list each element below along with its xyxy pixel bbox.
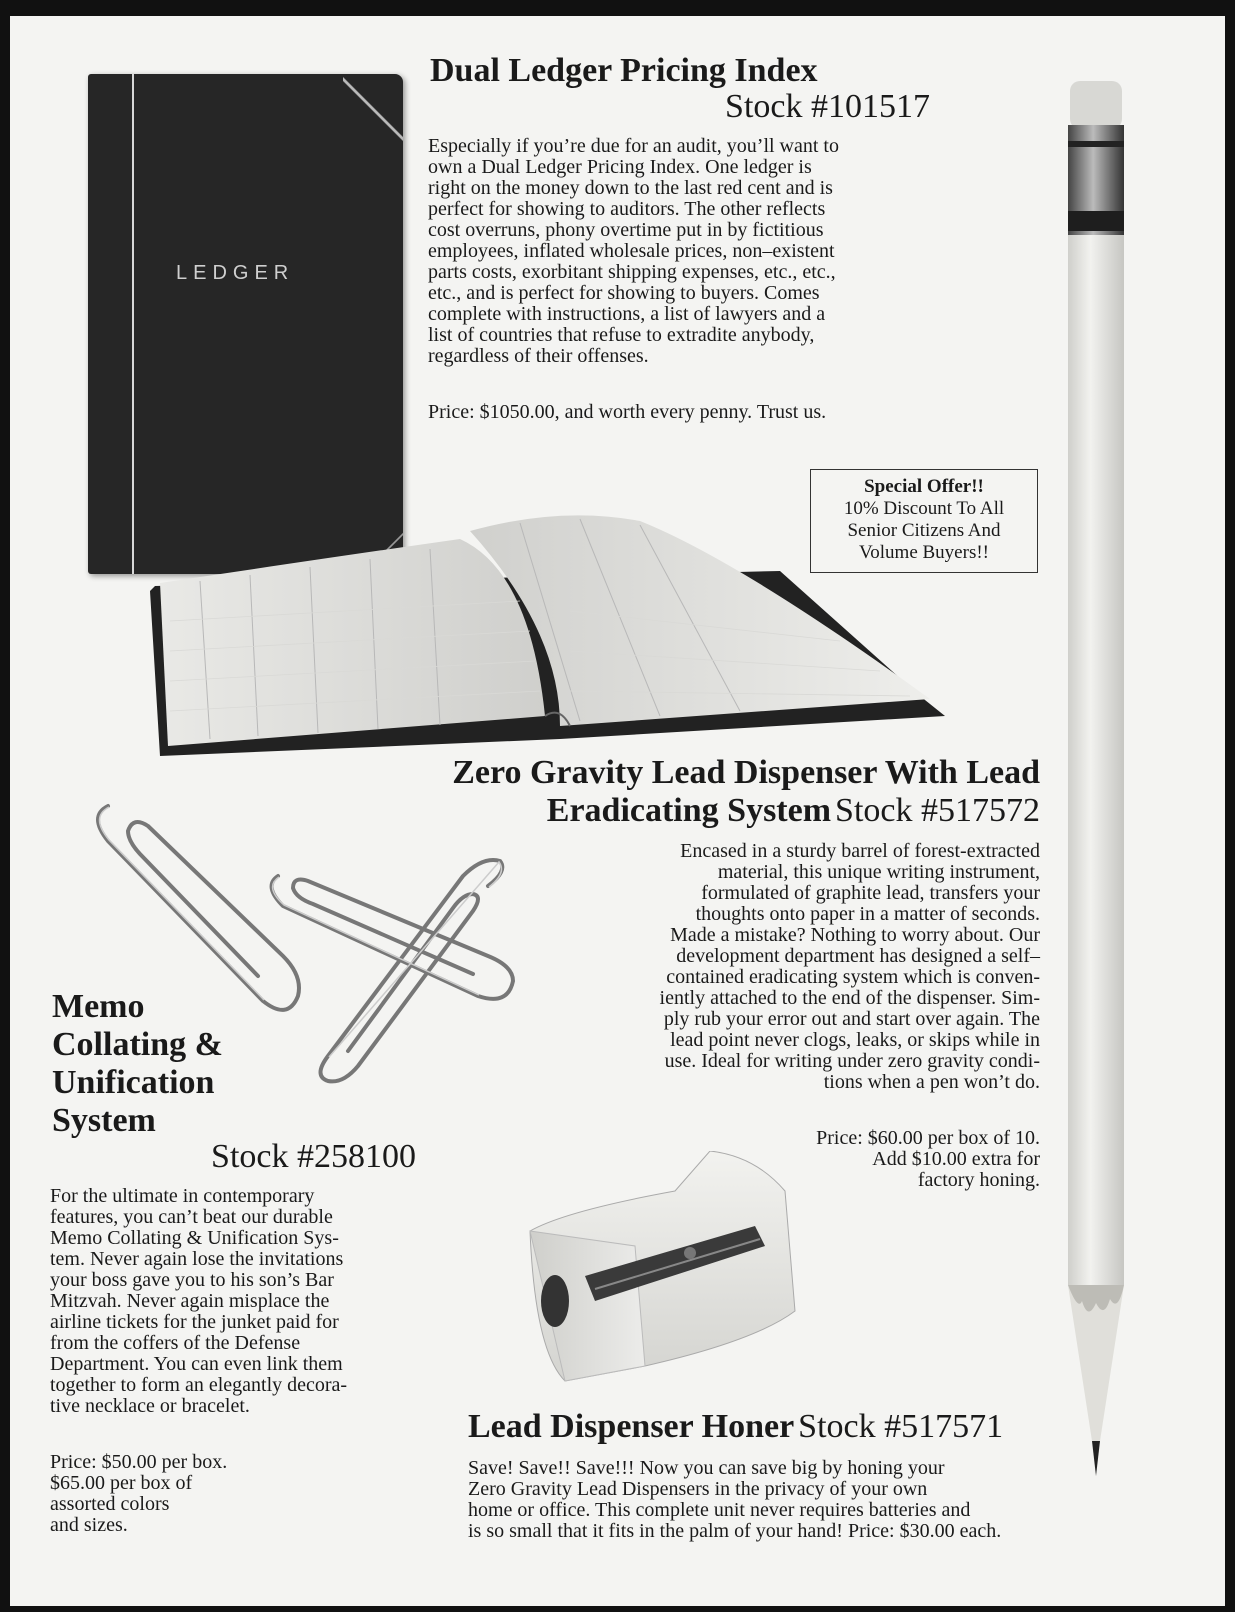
memo-title: Memo Collating & Unification System	[52, 988, 223, 1139]
dispenser-price: Price: $60.00 per box of 10. Add $10.00 extra for factory honing.	[816, 1127, 1040, 1191]
dispenser-description: Encased in a sturdy barrel of forest-extracted material, this unique writing instrument, formulated of graphite lead, transfers your thoughts onto paper in a matter of seconds. Made a mistake? Nothing to worry about. Our development department has designed a self– contained eradicating system which is conven- iently attached to the end of the dispenser. Sim- ply rub your error out and start over again. The lead point never clogs, leaks, or skips while in use. Ideal for writing under zero gravity condi- tions when a pen won’t do.	[659, 840, 1040, 1093]
honer-title: Lead Dispenser Honer	[468, 1408, 795, 1445]
honer-description: Save! Save!! Save!!! Now you can save big by honing your Zero Gravity Lead Dispensers in the privacy of your own home or office. This complete unit never requires batteries and is so small that it fits in the palm of your hand! Price: $30.00 each.	[468, 1457, 1002, 1542]
pencil-image	[1058, 81, 1138, 1511]
dispenser-title-bold: Eradicating System	[546, 792, 832, 829]
special-offer-title: Special Offer!!	[864, 476, 984, 497]
memo-description: For the ultimate in contemporary features, you can’t beat our durable Memo Collating & Unification Sys- tem. Never again lose the invitations your boss gave you to his son’s Bar Mitzvah. Never again misplace the airline tickets for the junket paid for from the coffers of the Defense Department. You can even link them together to form an elegantly decora- tive necklace or bracelet.	[50, 1185, 348, 1417]
ledger-title: Dual Ledger Pricing Index	[430, 52, 818, 89]
dispenser-title-line1: Zero Gravity Lead Dispenser With Lead	[452, 754, 1040, 791]
ledger-cover-label: LEDGER	[176, 262, 295, 284]
special-offer-line: Senior Citizens And	[847, 520, 1001, 541]
special-offer-line: Volume Buyers!!	[859, 542, 989, 563]
special-offer-line: 10% Discount To All	[843, 498, 1005, 519]
ledger-stock: Stock #101517	[725, 88, 930, 125]
sharpener-image	[525, 1151, 800, 1401]
honer-stock: Stock #517571	[798, 1408, 1004, 1445]
ledger-price: Price: $1050.00, and worth every penny. Trust us.	[428, 401, 827, 423]
closed-ledger-image	[88, 74, 403, 574]
open-ledger-image	[140, 511, 960, 781]
dispenser-stock: Stock #517572	[835, 792, 1040, 829]
honer-heading	[468, 1408, 1088, 1446]
memo-price: Price: $50.00 per box. $65.00 per box of assorted colors and sizes.	[50, 1451, 228, 1536]
memo-stock: Stock #258100	[211, 1138, 416, 1175]
ledger-description: Especially if you’re due for an audit, you’ll want to own a Dual Ledger Pricing Index. One ledger is right on the money down to the last red cent and is perfect for showing to auditors. The other reflects cost overruns, phony overtime put in by fictitious employees, inflated wholesale prices, non–existent parts costs, exorbitant shipping expenses, etc., etc., etc., and is perfect for showing to buyers. Comes complete with instructions, a list of lawyers and a list of countries that refuse to extradite anybody, regardless of their offenses.	[428, 135, 839, 367]
catalog-page	[10, 16, 1225, 1606]
